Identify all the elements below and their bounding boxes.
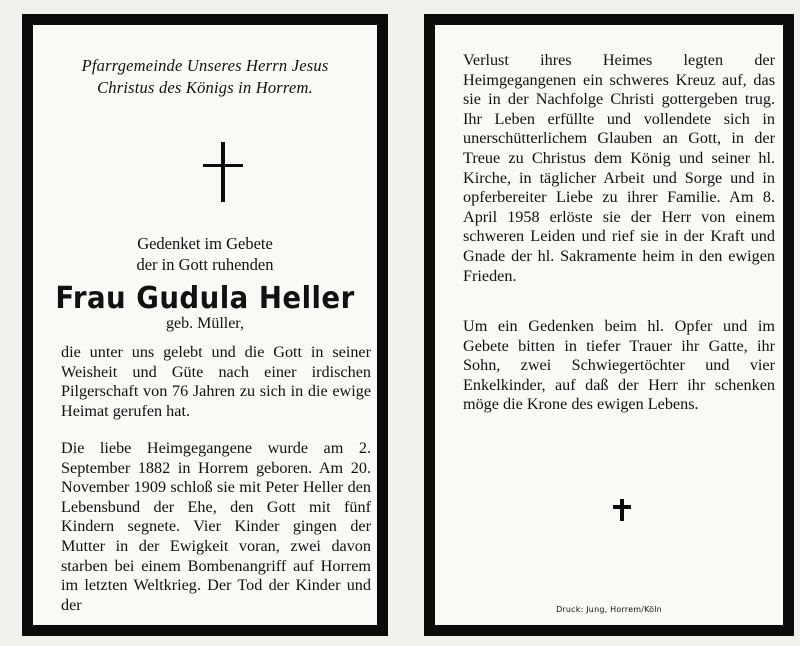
right-memorial-card: [424, 14, 794, 636]
biography-paragraph: Die liebe Heimgegangene wurde am 2. September 1882 in Horrem geboren. Am 20. November 1909 schloß sie mit Peter Heller den Lebensbund der Ehe, den Gott mit fünf Kindern segnete. Vier Kinder gingen der Mutter in der Ewigkeit voran, zwei davon starben bei einem Bombenangriff auf Horrem im letzten Weltkrieg. Der Tod der Kinder und der: [61, 439, 371, 614]
remembrance-invocation: [33, 233, 377, 275]
parish-header-line-2: Christus des Königs in Horrem.: [97, 78, 313, 97]
deceased-name: Frau Gudula Heller: [55, 281, 355, 316]
parish-header: [33, 55, 377, 99]
maiden-name: geb. Müller,: [165, 315, 244, 332]
small-cross-icon: [613, 499, 631, 521]
parish-header-line-1: Pfarrgemeinde Unseres Herrn Jesus: [81, 56, 329, 75]
prayer-request-paragraph: Um ein Gedenken beim hl. Opfer und im Gebete bitten in tiefer Trauer ihr Gatte, ihr Sohn, zwei Schwiegertöchter und vier Enkelkinder, auf daß der Herr ihr schenken möge die Krone des ewigen Lebens.: [463, 317, 775, 414]
biography-continuation-paragraph: Verlust ihres Heimes legten der Heimgegangenen ein schweres Kreuz auf, das sie in der Nachfolge Christi gottergeben trug. Ihr Leben erfüllte und vollendete sich in unerschütterlichem Glauben an Gott, in der Treue zu Christus dem König und seiner hl. Kirche, in täglicher Arbeit und Sorge und in opferbereiter Liebe zu ihrer Familie. Am 8. April 1958 erlöste sie der Herr von einem schweren Leiden und rief sie in der Kraft und Gnade der hl. Sakramente heim in den ewigen Frieden.: [463, 51, 775, 285]
invocation-line-2: der in Gott ruhenden: [136, 255, 274, 274]
printer-credit: Druck: Jung, Horrem/Köln: [556, 605, 662, 614]
invocation-line-1: Gedenket im Gebete: [137, 234, 273, 253]
left-memorial-card: [22, 14, 388, 636]
life-summary-paragraph: die unter uns gelebt und die Gott in seiner Weisheit und Güte nach einer irdischen Pilgerschaft von 76 Jahren zu sich in die ewige Heimat gerufen hat.: [61, 343, 371, 420]
latin-cross-icon: [203, 142, 243, 202]
